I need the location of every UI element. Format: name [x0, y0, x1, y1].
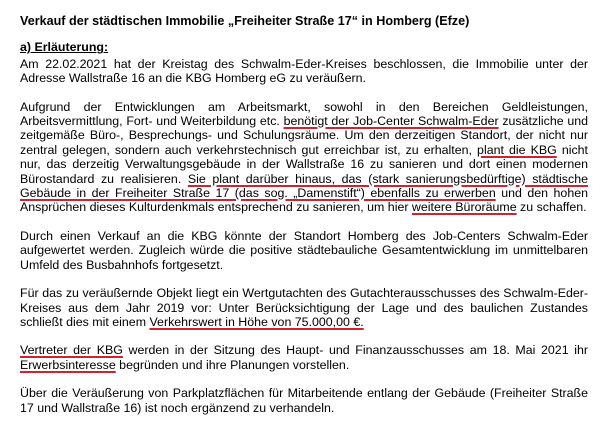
highlighted-phrase: Sie plant darüber hinaus, das (stark sanierungsbedürftige) städtische Gebäude in der Freiheiter Straße 17 (das sog. „Damenstift“) ebenfalls zu erwerben [20, 171, 588, 201]
highlighted-phrase: Erwerbsinteresse [20, 357, 116, 372]
highlighted-phrase: Vertreter der KBG [20, 343, 123, 358]
text-run: zu schaffen. [516, 200, 587, 215]
paragraph [20, 343, 588, 372]
highlighted-phrase: plant die KBG [477, 142, 557, 157]
document-title: Verkauf der städtischen Immobilie „Freiheiter Straße 17“ in Homberg (Efze) [20, 14, 470, 28]
highlighted-phrase: weitere Büroräume [411, 200, 517, 215]
text-run: zusätzliche und zeitgemäße Büro-, Besprechungs- und Schulungsräume. Um den derzeitigen Standort, der nicht nur zentral gelegen, sondern auch verkehrstechnisch gut erreichbar ist, zu erhalten, [20, 114, 589, 157]
text-run: Am 22.02.2021 hat der Kreistag des Schwalm-Eder-Kreises beschlossen, die Immobilie unter der Adresse Wallstraße 16 an die KBG Homberg eG zu veräußern. [20, 56, 588, 86]
highlighted-phrase: benötigt der Job-Center Schwalm-Eder [283, 114, 499, 129]
paragraph [20, 100, 588, 215]
text-run: Durch einen Verkauf an die KBG könnte der Standort Homberg des Job-Centers Schwalm-Eder aufgewertet werden. Zugleich würde die positive städtebauliche Gesamtentwicklung im unmittelbaren Umfeld des Busbahnhofs fortgesetzt. [20, 228, 588, 272]
highlighted-phrase: Verkehrswert in Höhe von 75.000,00 €. [149, 314, 364, 329]
section-heading: a) Erläuterung: [20, 40, 109, 55]
text-run: und den hohen Ansprüchen dieses Kulturdenkmals entsprechend zu sanieren, um hier [20, 186, 588, 215]
text-run: Aufgrund der Entwicklungen am Arbeitsmarkt, sowohl in den Bereichen Geldleistungen, Arbeitsvermittlung, Fort- und Weiterbildung etc. [20, 99, 588, 129]
text-run: werden in der Sitzung des Haupt- und Finanzausschusses am 18. Mai 2021 ihr [122, 343, 588, 358]
text-run: Über die Veräußerung von Parkplatzflächen für Mitarbeitende entlang der Gebäude (Freiheiter Straße 17 und Wallstraße 16) ist noch ergänzend zu verhandeln. [20, 386, 588, 415]
paragraph [20, 286, 588, 329]
text-run: nicht nur, das derzeitig Verwaltungsgebäude in der Wallstraße 16 zu sanieren und dort einen modernen Bürostandard zu realisieren. [20, 142, 588, 186]
text-run: begründen und ihre Planungen vorstellen. [115, 357, 350, 372]
paragraph [20, 229, 588, 272]
document-body [20, 57, 588, 415]
paragraph [20, 57, 588, 86]
text-run: Für das zu veräußernde Objekt liegt ein Wertgutachten des Gutachterausschusses des Schwalm-Eder-Kreises aus dem Jahr 2019 vor: Unter Berücksichtigung der Lage und des baulichen Zustandes schließt dies mit einem [20, 286, 588, 329]
paragraph [20, 386, 588, 415]
document [20, 14, 588, 429]
